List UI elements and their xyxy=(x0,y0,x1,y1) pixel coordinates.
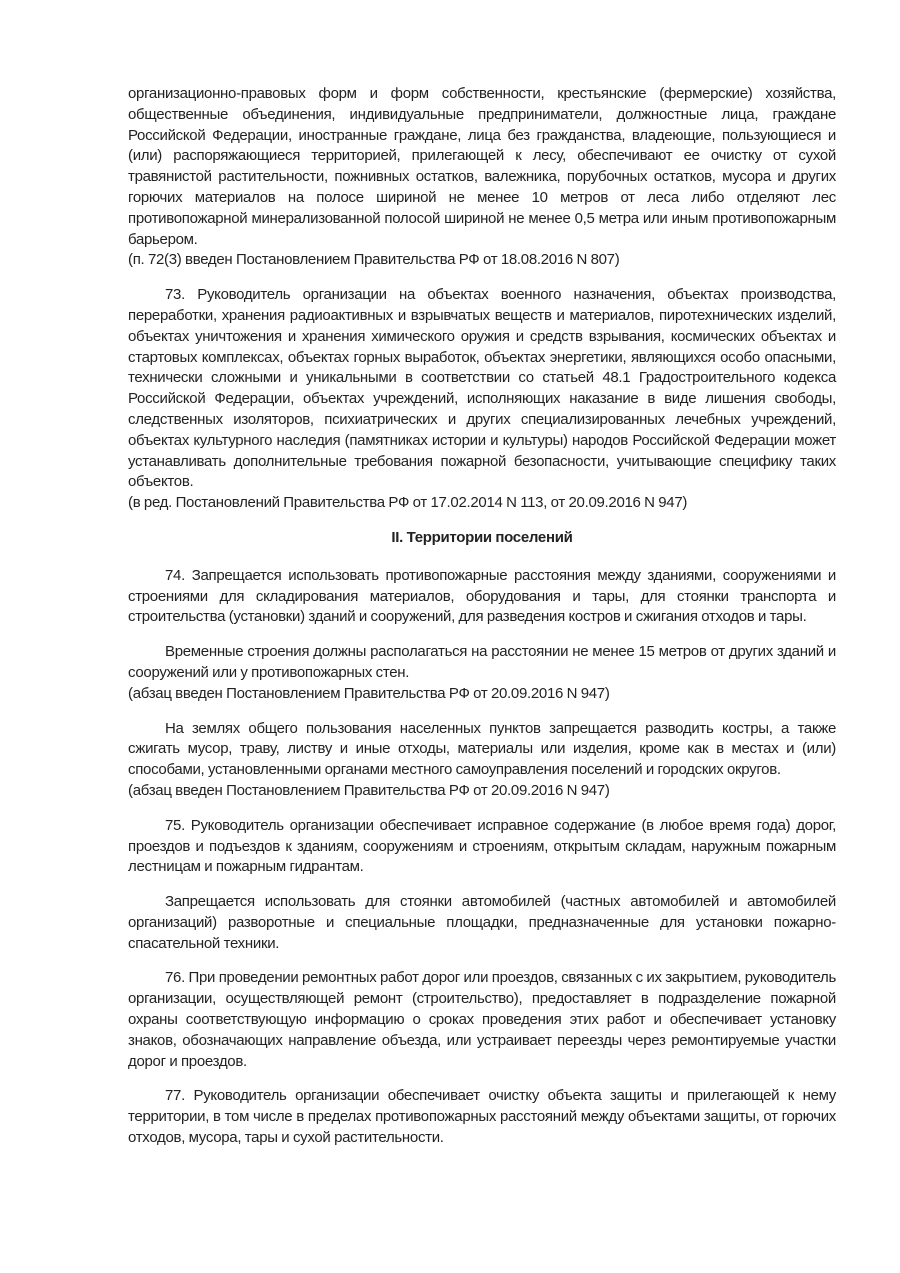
paragraph-75-parking-ban: Запрещается использовать для стоянки автомобилей (частных автомобилей и автомобилей организаций) разворотные и специальные площадки, предназначенные для установки пожарно-спасательной техники. xyxy=(128,893,836,952)
amendment-note-73: (в ред. Постановлений Правительства РФ от 17.02.2014 N 113, от 20.09.2016 N 947) xyxy=(128,494,688,512)
paragraph-73: 73. Руководитель организации на объектах военного назначения, объектах производства, переработки, хранения радиоактивных и взрывчатых веществ и материалов, пиротехнических изделий, объектах уничтожения и хранения химического оружия и средств взрывания, космических объектах и стартовых комплексах, объектах горных выработок, объектах энергетики, являющихся особо опасными, технически сложными и уникальными в соответствии со статьей 48.1 Градостроительного кодекса Российской Федерации, объектах учреждений, исполняющих наказание в виде лишения свободы, следственных изоляторов, психиатрических и других специализированных лечебных учреждений, объектах культурного наследия (памятниках истории и культуры) народов Российской Федерации может устанавливать дополнительные требования пожарной безопасности, учитывающие специфику таких объектов. xyxy=(128,286,836,491)
paragraph-74-public-lands: На землях общего пользования населенных пунктов запрещается разводить костры, а также сжигать мусор, траву, листву и иные отходы, материалы или изделия, кроме как в местах и (или) способами, установленными органами местного самоуправления поселений и городских округов. xyxy=(128,719,836,779)
paragraph-74: 74. Запрещается использовать противопожарные расстояния между зданиями, сооружениями и строениями для складирования материалов, оборудования и тары, для стоянки транспорта и строительства (установки) зданий и сооружений, для разведения костров и сжигания отходов и тары. xyxy=(128,566,836,626)
amendment-note-72-3: (п. 72(3) введен Постановлением Правительства РФ от 18.08.2016 N 807) xyxy=(128,251,620,269)
paragraph-77: 77. Руководитель организации обеспечивает очистку объекта защиты и прилегающей к нему территории, в том числе в пределах противопожарных расстояний между объектами защиты, от горючих отходов, мусора, тары и сухой растительности. xyxy=(128,1087,836,1147)
paragraph-72-3-continuation: организационно-правовых форм и форм собственности, крестьянские (фермерские) хозяйства, общественные объединения, индивидуальные предприниматели, должностные лица, граждане Российской Федерации, иностранные граждане, лица без гражданства, владеющие, пользующиеся и (или) распоряжающиеся территорией, прилегающей к лесу, обеспечивают ее очистку от сухой травянистой растительности, пожнивных остатков, валежника, порубочных остатков, мусора и других горючих материалов на полосе шириной не менее 10 метров от леса либо отделяют лес противопожарной минерализованной полосой шириной не менее 0,5 метра или иным противопожарным барьером. xyxy=(128,85,836,248)
paragraph-76: 76. При проведении ремонтных работ дорог или проездов, связанных с их закрытием, руководитель организации, осуществляющей ремонт (строительство), предоставляет в подразделение пожарной охраны соответствующую информацию о сроках проведения этих работ и обеспечивает установку знаков, обозначающих направление объезда, или устраивает переезды через ремонтируемые участки дорог и проездов. xyxy=(128,969,836,1070)
paragraph-74-temporary-buildings: Временные строения должны располагаться на расстоянии не менее 15 метров от других зданий и сооружений или у противопожарных стен. xyxy=(128,643,836,681)
section-heading: II. Территории поселений xyxy=(391,528,573,546)
paragraph-75: 75. Руководитель организации обеспечивает исправное содержание (в любое время года) дорог, проездов и подъездов к зданиям, сооружениям и строениям, открытым складам, наружным пожарным лестницам и пожарным гидрантам. xyxy=(128,816,836,876)
amendment-note-74-temporary: (абзац введен Постановлением Правительства РФ от 20.09.2016 N 947) xyxy=(128,684,610,702)
amendment-note-74-lands: (абзац введен Постановлением Правительства РФ от 20.09.2016 N 947) xyxy=(128,781,610,799)
